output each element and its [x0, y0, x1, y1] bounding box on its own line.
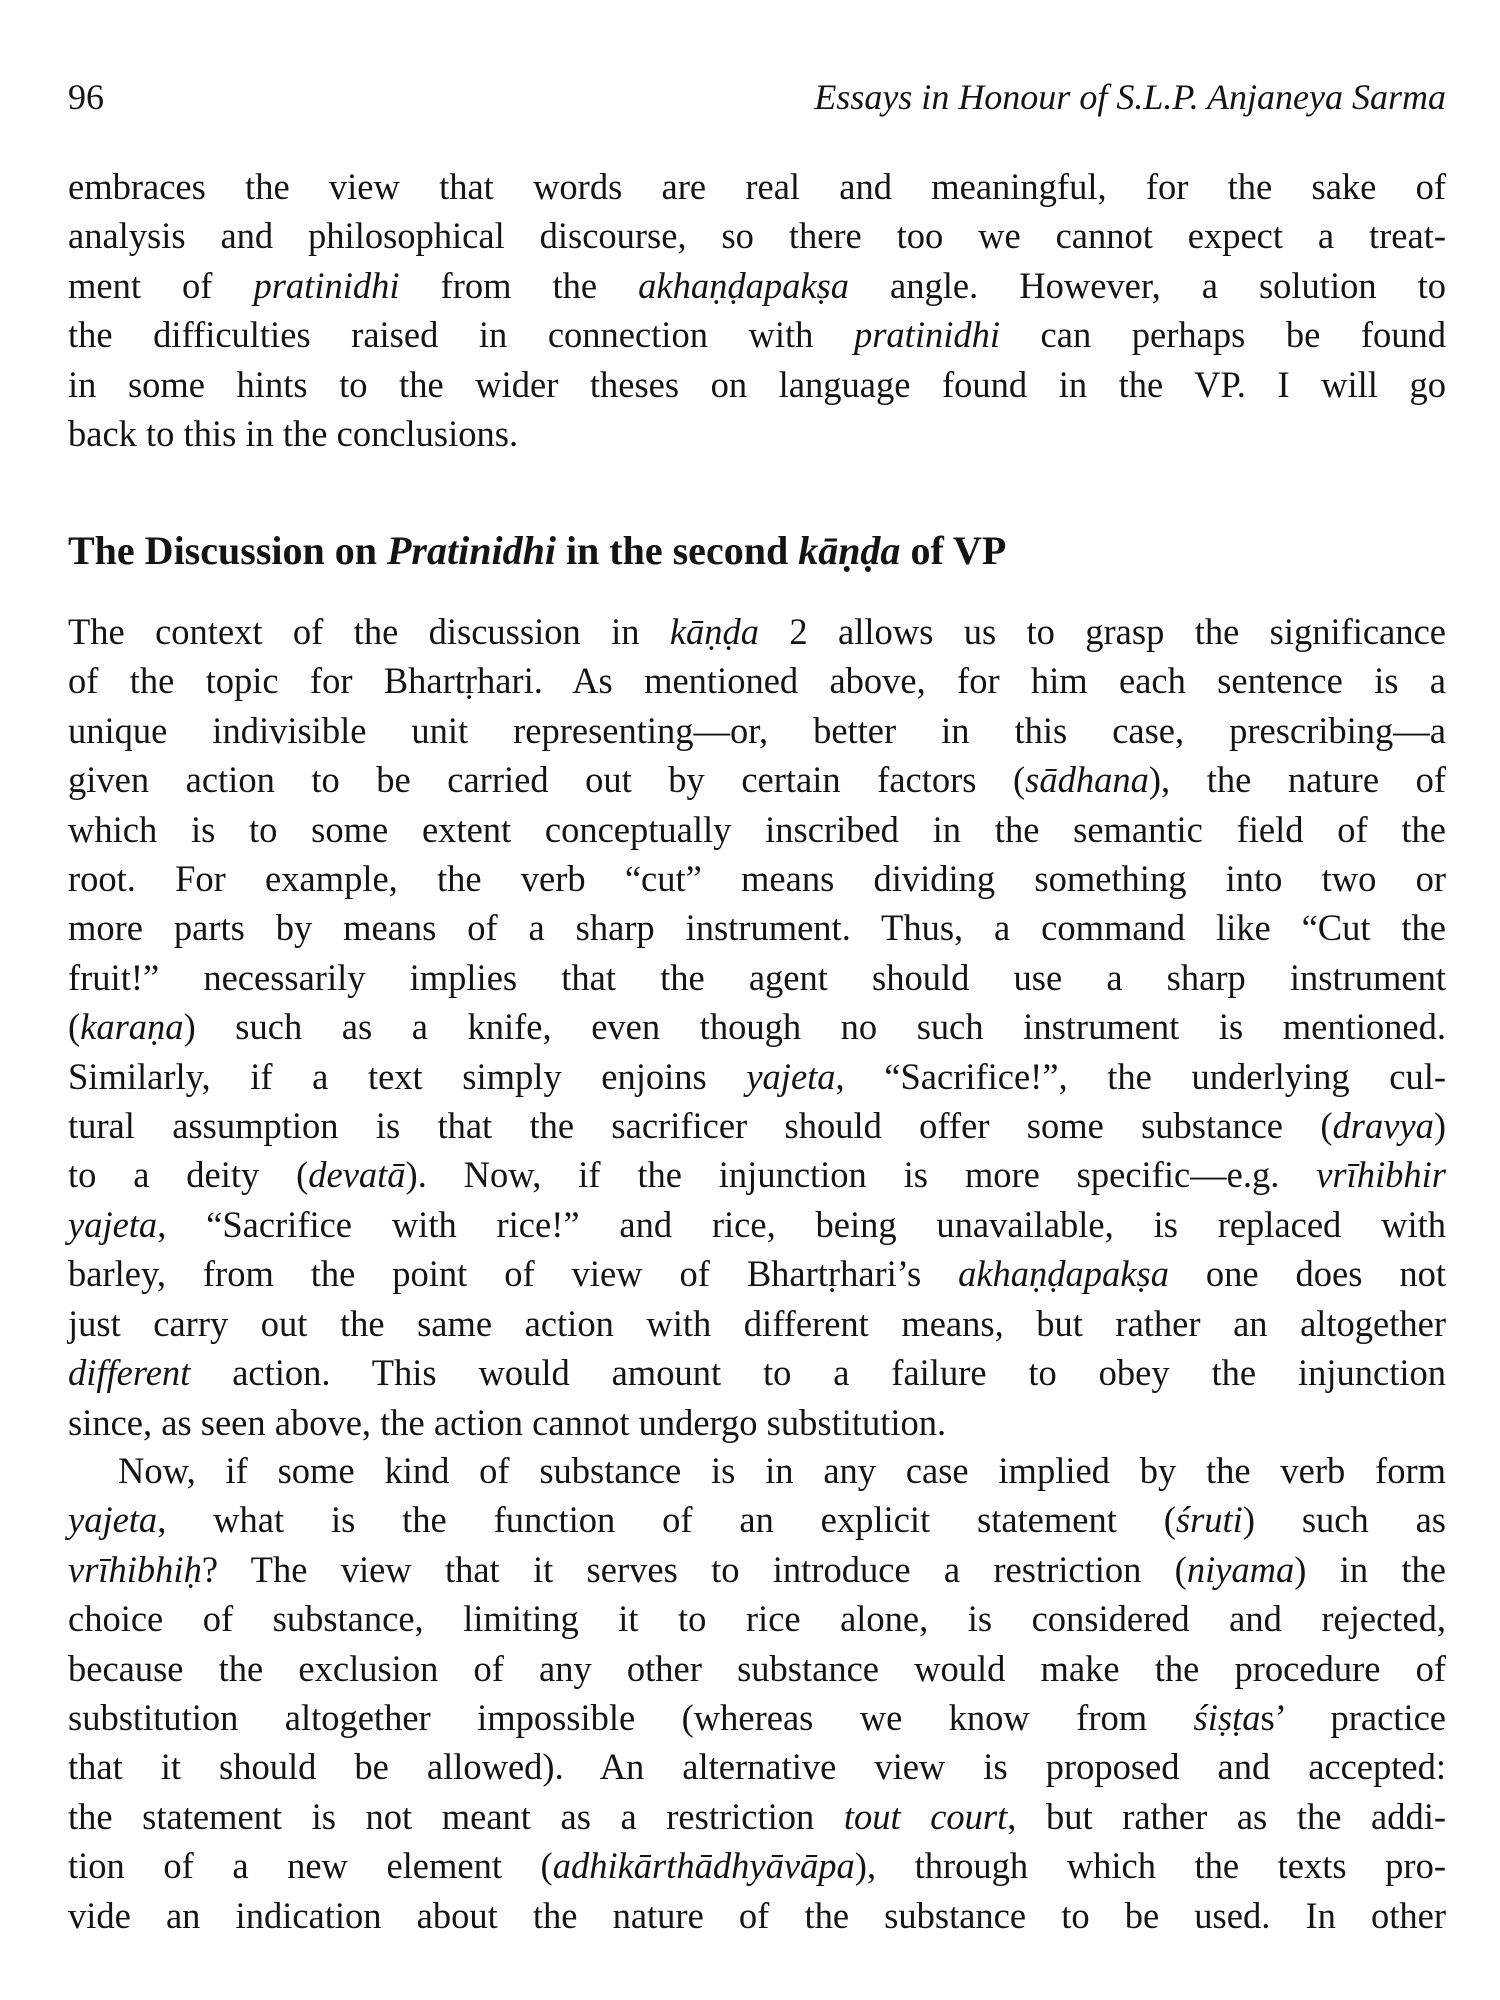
text-line: ment of pratinidhi from the akhaṇḍapakṣa angle. However, a solution to	[68, 264, 1447, 306]
text-line: embraces the view that words are real and meaningful, for the sake of	[68, 166, 1446, 207]
text-line: the difficulties raised in connection with pratinidhi can perhaps be found	[68, 314, 1446, 356]
text-line: analysis and philosophical discourse, so there too we cannot expect a treat-	[68, 215, 1446, 257]
text-line: more parts by means of a sharp instrument. Thus, a command like “Cut the	[68, 907, 1446, 949]
text-line: Similarly, if a text simply enjoins yajeta, “Sacrifice!”, the underlying cul-	[68, 1055, 1446, 1097]
text-line: back to this in the conclusions.	[68, 413, 519, 455]
text-line: fruit!” necessarily implies that the agent should use a sharp instrument	[68, 956, 1446, 998]
text-line: tion of a new element (adhikārthādhyāvāpa), through which the texts pro-	[68, 1845, 1446, 1887]
text-line: root. For example, the verb “cut” means dividing something into two or	[68, 858, 1446, 900]
text-line: yajeta, what is the function of an explicit statement (śruti) such as	[68, 1499, 1446, 1541]
page-number: 96	[68, 77, 104, 117]
text-line: choice of substance, limiting it to rice alone, is considered and rejected,	[68, 1598, 1446, 1640]
text-line: since, as seen above, the action cannot undergo substitution.	[68, 1401, 947, 1443]
text-line: substitution altogether impossible (whereas we know from śiṣṭas’ practice	[68, 1697, 1446, 1739]
paragraph-substance	[68, 1446, 1446, 1940]
text-line: that it should be allowed). An alternative view is proposed and accepted:	[68, 1746, 1446, 1788]
running-head	[68, 72, 1446, 122]
text-line: in some hints to the wider theses on language found in the VP. I will go	[68, 363, 1446, 405]
running-title: Essays in Honour of S.L.P. Anjaneya Sarma	[814, 77, 1446, 117]
text-line: barley, from the point of view of Bhartṛhari’s akhaṇḍapakṣa one does not	[68, 1253, 1446, 1295]
text-line: just carry out the same action with different means, but rather an altogether	[68, 1302, 1446, 1344]
paragraph-context	[68, 607, 1446, 1447]
text-line: because the exclusion of any other substance would make the procedure of	[68, 1647, 1446, 1689]
text-line: to a deity (devatā). Now, if the injunction is more specific—e.g. vrīhibhir	[68, 1154, 1446, 1196]
text-line: vrīhibhiḥ? The view that it serves to introduce a restriction (niyama) in the	[68, 1548, 1446, 1590]
text-line: different action. This would amount to a failure to obey the injunction	[68, 1352, 1446, 1394]
text-line: (karaṇa) such as a knife, even though no such instrument is mentioned.	[68, 1006, 1446, 1048]
text-line: The context of the discussion in kāṇḍa 2 allows us to grasp the significance	[68, 611, 1446, 652]
text-line: tural assumption is that the sacrificer should offer some substance (dravya)	[68, 1105, 1446, 1147]
text-line: vide an indication about the nature of the substance to be used. In other	[68, 1894, 1446, 1936]
text-line: Now, if some kind of substance is in any case implied by the verb form	[118, 1450, 1446, 1491]
text-line: unique indivisible unit representing—or, better in this case, prescribing—a	[68, 709, 1446, 751]
text-line: which is to some extent conceptually inscribed in the semantic field of the	[68, 808, 1446, 850]
text-line: yajeta, “Sacrifice with rice!” and rice, being unavailable, is replaced with	[68, 1203, 1446, 1245]
text-line: of the topic for Bhartṛhari. As mentioned above, for him each sentence is a	[68, 660, 1446, 702]
section-heading: The Discussion on Pratinidhi in the second kāṇḍa of VP	[68, 528, 1007, 573]
text-line: the statement is not meant as a restriction tout court, but rather as the addi-	[68, 1795, 1446, 1837]
text-line: given action to be carried out by certain factors (sādhana), the nature of	[68, 759, 1446, 801]
paragraph-continuation	[68, 162, 1446, 458]
